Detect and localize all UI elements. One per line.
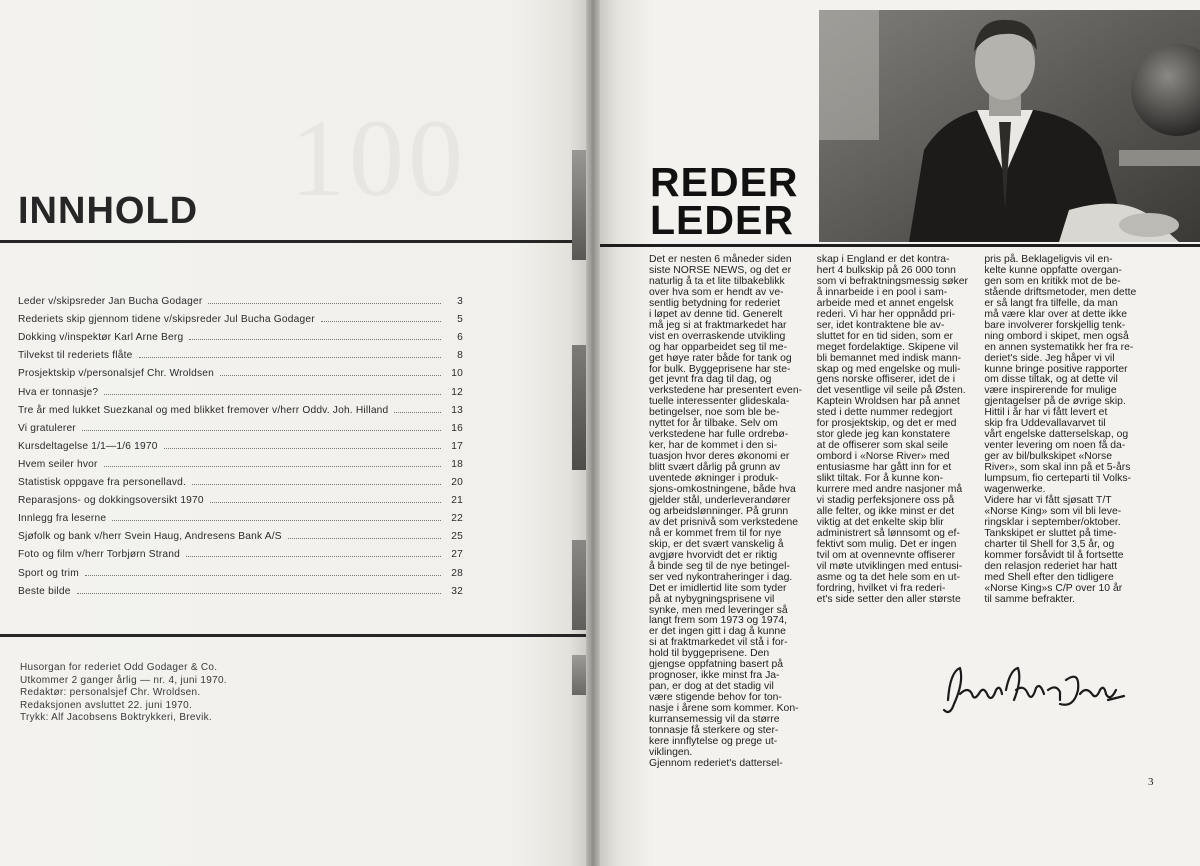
article-line: kommer forsåvidt til å fortsette — [984, 549, 1124, 561]
article-line: lumpsum, fio certeparti til Volks- — [984, 473, 1132, 485]
toc-entry-page: 12 — [451, 386, 463, 398]
article-line: i løpet av denne tid. Generelt — [649, 308, 783, 320]
toc-leader-dots — [321, 321, 441, 322]
left-page — [0, 0, 586, 866]
toc-leader-dots — [164, 448, 441, 449]
article-line: tuelle interessenter glideskala- — [649, 396, 790, 408]
article-line: charter til Shell for 3,5 år, og — [984, 538, 1115, 550]
toc-entry-page: 28 — [451, 567, 463, 579]
article-line: Videre har vi fått sjøsatt T/T — [984, 494, 1112, 506]
article-line: nå er kommet frem til for nye — [649, 527, 782, 539]
article-line: avgjøre hvorvidt det er riktig — [649, 549, 778, 561]
editorial-title-line-1: REDER — [650, 159, 799, 205]
article-line: som vi befraktningsmessig søker — [816, 275, 968, 287]
colophon-line: Husorgan for rederiet Odd Godager & Co. — [20, 662, 218, 673]
article-line: si at fraktmarkedet vil stå i for- — [649, 637, 788, 649]
toc-entry-title: Statistisk oppgave fra personellavd. — [18, 477, 187, 489]
article-line: uventede økninger i produk- — [649, 473, 779, 485]
toc-entry — [18, 434, 463, 452]
toc-entry-page: 16 — [451, 422, 463, 434]
colophon-line: Utkommer 2 ganger årlig — nr. 4, juni 1970. — [20, 674, 227, 686]
toc-entry-title: Sport og trim — [18, 567, 79, 579]
toc-entry — [18, 289, 463, 307]
toc-entry-page: 20 — [451, 477, 463, 489]
toc-entry-title: Tilvekst til rederiets flåte — [18, 350, 133, 362]
handwritten-signature — [940, 660, 1130, 724]
toc-leader-dots — [104, 394, 441, 395]
article-line: «Norse King» som vil bli leve- — [984, 505, 1122, 517]
toc-entry — [18, 452, 463, 470]
article-line: over hva som er hendt av ve- — [649, 286, 784, 298]
article-line: viktig at det enkelte skip blir — [816, 516, 944, 528]
article-line: stående driftsmetoder, men dette — [984, 286, 1137, 298]
article-line: rederi. Vi har her oppnådd pri- — [816, 308, 956, 320]
toc-entry-page: 27 — [451, 549, 463, 561]
show-through-ghost-print: 100 — [290, 97, 467, 219]
editorial-divider — [600, 244, 1200, 247]
article-line: er det ingen gitt i dag å kunne — [649, 626, 786, 638]
article-line: en annen systematikk her fra re- — [984, 341, 1134, 353]
toc-entry — [18, 416, 463, 434]
toc-entry-title: Dokking v/inspektør Karl Arne Berg — [18, 332, 184, 344]
article-line: må være klar over at dette ikke — [984, 308, 1127, 320]
article-line: ser ved nykontraheringer i dag. — [649, 571, 793, 583]
article-line: gen som en kritikk mot de be- — [984, 275, 1121, 287]
article-line: verkstedene har fulle ordrebø- — [649, 429, 789, 441]
book-spine — [586, 0, 600, 866]
article-line: ger av bil/bulkskipet «Norse — [984, 451, 1112, 463]
article-line: gjelder stål, underleverandører — [649, 494, 791, 506]
article-line: asme og ta det hele som en ut- — [816, 571, 960, 583]
toc-entry-title: Foto og film v/herr Torbjørn Strand — [18, 549, 180, 561]
toc-entry-title: Rederiets skip gjennom tidene v/skipsreder Jul Bucha Godager — [18, 314, 315, 326]
article-line: get jevnt fra dag til dag, og — [649, 374, 772, 386]
toc-entry — [18, 379, 463, 397]
toc-entry — [18, 524, 463, 542]
toc-entry — [18, 560, 463, 578]
toc-entry-page: 21 — [451, 495, 463, 507]
toc-entry-title: Tre år med lukket Suezkanal og med blikket fremover v/herr Oddv. Joh. Hilland — [18, 404, 389, 416]
article-line: stor glede jeg kan konstatere — [816, 429, 951, 441]
article-line: til samme befrakter. — [984, 593, 1076, 605]
article-line: blitt svært dårlig på grunn av — [649, 462, 781, 474]
article-line: siste NORSE NEWS, og det er — [649, 264, 792, 276]
toc-leader-dots — [288, 538, 441, 539]
toc-entry — [18, 398, 463, 416]
article-line: tvil om at ovennevnte offiserer — [816, 549, 956, 561]
article-line: må jeg si at fraktmarkedet har — [649, 319, 787, 331]
article-line: være inspirerende for mulige — [984, 385, 1117, 397]
article-line: for prosjektskip, og det er med — [816, 418, 957, 430]
colophon-line: Redaktør: personalsjef Chr. Wroldsen. — [20, 687, 201, 699]
article-line: på at nybygningsprisene vil — [649, 593, 775, 605]
article-line: verkstedene har presentert even- — [649, 385, 803, 397]
toc-entry-page: 10 — [451, 368, 463, 380]
toc-entry — [18, 579, 463, 597]
portrait-photo — [819, 10, 1200, 242]
article-line: om disse tiltak, og at dette vil — [984, 374, 1118, 386]
toc-entry — [18, 488, 463, 506]
toc-entry — [18, 470, 463, 488]
article-line: fektivt som mulig. Det er ingen — [816, 538, 957, 550]
toc-entry — [18, 325, 463, 343]
article-line: gens norske offiserer, idet de i — [816, 374, 956, 386]
article-line: er så langt fra tilfelle, da man — [984, 297, 1118, 309]
toc-entry-page: 13 — [451, 404, 463, 416]
article-line: vårt engelske datterselskap, og — [984, 429, 1129, 441]
article-line: kurransemessig vil da større — [649, 714, 780, 726]
article-line: alle felter, og ikke minst er det — [816, 505, 955, 517]
article-line: deriet's side. Jeg håper vi vil — [984, 352, 1115, 364]
toc-entry-title: Vi gratulerer — [18, 422, 76, 434]
article-line: wagenwerke. — [984, 484, 1046, 496]
toc-leader-dots — [139, 357, 442, 358]
toc-leader-dots — [104, 466, 441, 467]
article-line: ning ombord i skipet, men også — [984, 330, 1129, 342]
article-line: ringsklar i september/oktober. — [984, 516, 1121, 528]
article-line: vil møte utviklingen med entusi- — [816, 560, 963, 572]
article-line: Det er nesten 6 måneder siden — [649, 254, 792, 265]
article-line: entusiasme har gått inn for et — [816, 462, 952, 474]
toc-entry — [18, 307, 463, 325]
toc-entry-page: 25 — [451, 531, 463, 543]
article-line: arbeide med et annet engelsk — [816, 297, 954, 309]
portrait-photo-illustration — [819, 10, 1200, 242]
toc-entry-title: Hva er tonnasje? — [18, 386, 99, 398]
article-line: Gjennom rederiet's dattersel- — [649, 757, 783, 769]
toc-entry-page: 5 — [457, 314, 463, 326]
toc-entry-page: 18 — [451, 458, 463, 470]
article-line: av det prisnivå som verkstedene — [649, 516, 799, 528]
colophon-line: Redaksjonen avsluttet 22. juni 1970. — [20, 699, 193, 711]
article-line: slikt tiltak. For å kunne kon- — [816, 473, 944, 485]
article-line: Hittil i år har vi fått levert et — [984, 407, 1108, 419]
right-page — [600, 0, 1200, 866]
toc-entry-page: 32 — [451, 585, 463, 597]
article-line: kelte kunne oppfatte overgan- — [984, 264, 1122, 276]
toc-entry — [18, 506, 463, 524]
toc-entry — [18, 542, 463, 560]
article-line: å binde seg til de nye betingel- — [649, 560, 790, 572]
article-line: ombord i «Norse River» med — [816, 451, 950, 463]
article-line: vist en overraskende utvikling — [649, 330, 786, 342]
article-line: med Shell efter den tidligere — [984, 571, 1114, 583]
toc-entry-title: Sjøfolk og bank v/herr Svein Haug, Andresens Bank A/S — [18, 531, 282, 543]
article-line: tonnasje få sterkere og ster- — [649, 724, 779, 736]
colophon-divider — [0, 634, 586, 637]
signature-image — [940, 660, 1130, 729]
editorial-title-line-2: LEDER — [650, 197, 794, 243]
article-line: et's side setter den aller største — [816, 593, 961, 605]
article-line: skip fra Uddevallavarvet til — [984, 418, 1106, 430]
article-line: tuasjon hvor deres økonomi er — [649, 451, 790, 463]
article-line: fordring, hvilket vi fra rederi- — [816, 582, 946, 594]
article-line: administrert så lønnsomt og ef- — [816, 527, 960, 539]
toc-entry-title: Beste bilde — [18, 585, 71, 597]
toc-entry-title: Hvem seiler hvor — [18, 458, 98, 470]
toc-entry-page: 8 — [457, 350, 463, 362]
colophon-line: Trykk: Alf Jacobsens Boktrykkeri, Brevik. — [20, 712, 212, 724]
contents-divider — [0, 240, 586, 243]
article-line: det vesentlige vil seile på Østen. — [816, 385, 966, 397]
toc-leader-dots — [394, 412, 441, 413]
article-line: Det er imidlertid lite som tyder — [649, 582, 787, 594]
article-line: kunne bringe positive rapporter — [984, 363, 1128, 375]
article-line: nasje i årene som kommer. Kon- — [649, 703, 799, 715]
article-line: Tankskipet er sluttet på time- — [984, 527, 1117, 539]
article-line: River», som skal inn på et 5-års — [984, 462, 1131, 474]
article-line: vi stadig perfeksjonere oss på — [816, 494, 955, 506]
article-line: pris på. Beklageligvis vil en- — [984, 254, 1113, 265]
toc-entry — [18, 361, 463, 379]
article-line: hert 4 bulkskip på 26 000 tonn — [816, 264, 956, 276]
article-line: venter levering om noen få da- — [984, 440, 1126, 452]
article-line: gjengse oppfatning basert på — [649, 659, 784, 671]
article-line: pan, er dog at det stadig vil — [649, 681, 774, 693]
article-line: ker, har de kommet i den si- — [649, 440, 778, 452]
article-line: langt frem som 1973 og 1974, — [649, 615, 788, 627]
toc-leader-dots — [210, 502, 441, 503]
toc-entry-page: 3 — [457, 296, 463, 308]
article-line: å innarbeide i en pool i sam- — [816, 286, 948, 298]
article-line: meget fordelaktige. Skipene vil — [816, 341, 959, 353]
contents-title: INNHOLD — [18, 190, 199, 232]
article-line: synke, men med leveringer så — [649, 604, 788, 616]
toc-leader-dots — [189, 339, 441, 340]
article-line: være stigende behov for ton- — [649, 692, 782, 704]
article-line: sluttet for en tid siden, som er — [816, 330, 953, 342]
article-line: get høye rater både for tank og — [649, 352, 792, 364]
article-line: betingelser, noe som ble be- — [649, 407, 780, 419]
toc-entry-page: 17 — [451, 440, 463, 452]
article-line: skap og med engelske og muli- — [816, 363, 961, 375]
article-line: bare involverer forskjellig tenk- — [984, 319, 1126, 331]
article-line: kere innflytelse og prege ut- — [649, 735, 778, 747]
article-line: skap i England er det kontra- — [816, 254, 950, 265]
article-line: skip, er det svært vanskelig å — [649, 538, 784, 550]
editorial-title — [650, 159, 799, 243]
table-of-contents — [18, 289, 463, 597]
article-line: sentlig betydning for rederiet — [649, 297, 781, 309]
toc-entry-page: 22 — [451, 513, 463, 525]
toc-entry-title: Leder v/skipsreder Jan Bucha Godager — [18, 296, 203, 308]
article-line: at de offiserer som skal seile — [816, 440, 949, 452]
toc-entry — [18, 343, 463, 361]
article-line: «Norse King»s C/P over 10 år — [984, 582, 1123, 594]
toc-leader-dots — [208, 303, 441, 304]
article-line: sted i dette nummer redegjort — [816, 407, 953, 419]
article-line: den relasjon rederiet har hatt — [984, 560, 1118, 572]
toc-leader-dots — [220, 375, 441, 376]
article-line: sjons-omkostningene, både hva — [649, 484, 796, 496]
toc-leader-dots — [192, 484, 441, 485]
article-line: kurrere med andre nasjoner må — [816, 484, 963, 496]
toc-entry-page: 6 — [457, 332, 463, 344]
toc-entry-title: Prosjektskip v/personalsjef Chr. Wroldsen — [18, 368, 214, 380]
toc-leader-dots — [82, 430, 441, 431]
article-line: gjentagelser på de øvrige skip. — [984, 396, 1126, 408]
toc-entry-title: Kursdeltagelse 1/1—1/6 1970 — [18, 440, 158, 452]
article-line: hold til byggeprisene. Den — [649, 648, 770, 660]
article-line: og har opparbeidet seg til me- — [649, 341, 788, 353]
article-line: ser, idet kontraktene ble av- — [816, 319, 945, 331]
article-line: prognoser, ikke minst fra Ja- — [649, 670, 780, 682]
article-line: for bulk. Byggeprisene har ste- — [649, 363, 791, 375]
colophon — [20, 662, 227, 725]
article-line: og arbeidslønninger. På grunn — [649, 505, 789, 517]
toc-leader-dots — [186, 556, 441, 557]
article-line: Kaptein Wroldsen har på annet — [816, 396, 960, 408]
toc-leader-dots — [112, 520, 441, 521]
toc-leader-dots — [77, 593, 441, 594]
toc-entry-title: Reparasjons- og dokkingsoversikt 1970 — [18, 495, 204, 507]
toc-leader-dots — [85, 575, 441, 576]
article-line: bli bemannet med indisk mann- — [816, 352, 962, 364]
article-line: nyttet for år tilbake. Selv om — [649, 418, 778, 430]
page-number: 3 — [1148, 776, 1154, 788]
article-line: naturlig å ta et lite tilbakeblikk — [649, 275, 785, 287]
article-column — [649, 255, 807, 770]
article-line: viklingen. — [649, 746, 693, 758]
toc-entry-title: Innlegg fra leserne — [18, 513, 107, 525]
